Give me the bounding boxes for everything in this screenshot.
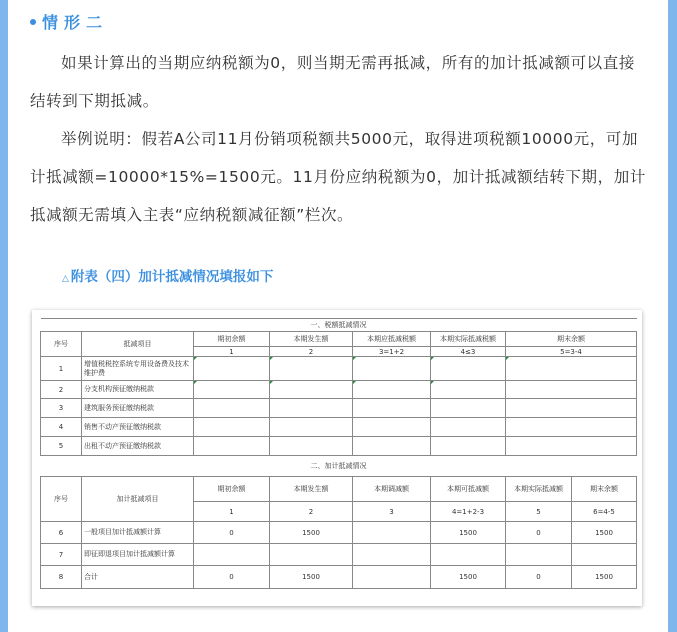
cell	[506, 357, 637, 381]
table1-formula: 5=3-4	[506, 347, 637, 357]
cell	[353, 399, 431, 418]
row-item: 销售不动产预征缴纳税款	[82, 418, 194, 437]
row-no: 1	[41, 357, 82, 381]
table-caption	[62, 265, 273, 285]
table1-header-closing: 期末余额	[506, 332, 637, 347]
cell	[270, 437, 353, 456]
paragraph-1: 如果计算出的当期应纳税额为0，则当期无需再抵减，所有的加计抵减额可以直接结转到下期抵减。	[30, 54, 635, 110]
table2-header-deductible: 本期可抵减额	[431, 477, 506, 502]
cell	[270, 418, 353, 437]
table1-formula: 4≤3	[431, 347, 506, 357]
table-row	[41, 381, 637, 399]
cell: 1500	[572, 522, 637, 544]
table-row	[41, 522, 637, 544]
cell: 0	[194, 522, 270, 544]
cell	[194, 418, 270, 437]
right-frame-border	[668, 0, 677, 632]
row-item: 分支机构预征缴纳税款	[82, 381, 194, 399]
table1-header-item: 抵减项目	[82, 332, 194, 357]
table2-formula: 4=1+2-3	[431, 502, 506, 522]
table-row	[41, 544, 637, 566]
table2-header-actual: 本期实际抵减额	[506, 477, 572, 502]
cell	[353, 522, 431, 544]
cell	[431, 357, 506, 381]
cell	[353, 437, 431, 456]
table1-header-no: 序号	[41, 332, 82, 357]
table-row	[41, 399, 637, 418]
table2-title: 二、加计抵减情况	[41, 456, 637, 477]
row-item: 出租不动产预征缴纳税款	[82, 437, 194, 456]
cell	[506, 437, 637, 456]
table-row	[41, 418, 637, 437]
table1-header-deductible: 本期应抵减税额	[353, 332, 431, 347]
row-item: 合计	[82, 566, 194, 589]
table1-formula: 3=1+2	[353, 347, 431, 357]
table1-title-row	[41, 319, 637, 332]
table1-header-actual: 本期实际抵减税额	[431, 332, 506, 347]
table-row	[41, 566, 637, 589]
table1-formula: 2	[270, 347, 353, 357]
cell	[353, 566, 431, 589]
triangle-icon: △	[62, 274, 69, 284]
table2-formula: 6=4-5	[572, 502, 637, 522]
cell	[194, 544, 270, 566]
cell	[353, 357, 431, 381]
table1-header-row	[41, 332, 637, 347]
cell	[270, 381, 353, 399]
cell	[194, 399, 270, 418]
row-item: 建筑服务预征缴纳税款	[82, 399, 194, 418]
cell: 0	[506, 522, 572, 544]
cell	[506, 418, 637, 437]
cell	[194, 381, 270, 399]
cell	[194, 437, 270, 456]
cell	[270, 544, 353, 566]
row-no: 6	[41, 522, 82, 544]
table-caption-text: 附表（四）加计抵减情况填报如下	[70, 269, 274, 285]
table-row	[41, 357, 637, 381]
table2-formula: 2	[270, 502, 353, 522]
cell	[431, 437, 506, 456]
bullet-dot-icon	[30, 19, 36, 25]
table2-header-opening: 期初余额	[194, 477, 270, 502]
cell	[353, 381, 431, 399]
cell	[506, 381, 637, 399]
row-no: 4	[41, 418, 82, 437]
table1-header-incurred: 本期发生额	[270, 332, 353, 347]
table1-formula: 1	[194, 347, 270, 357]
cell	[506, 399, 637, 418]
table2-header-incurred: 本期发生额	[270, 477, 353, 502]
cell	[431, 418, 506, 437]
table2-header-closing: 期末余额	[572, 477, 637, 502]
table2-header-reduced: 本期调减额	[353, 477, 431, 502]
cell	[506, 544, 572, 566]
cell	[270, 357, 353, 381]
table1-header-opening: 期初余额	[194, 332, 270, 347]
cell	[431, 399, 506, 418]
table2-formula: 1	[194, 502, 270, 522]
cell: 1500	[572, 566, 637, 589]
form-image	[32, 310, 642, 606]
left-frame-border	[0, 0, 8, 632]
cell: 1500	[431, 522, 506, 544]
table2-formula: 3	[353, 502, 431, 522]
cell	[194, 357, 270, 381]
row-no: 7	[41, 544, 82, 566]
table2-title-row	[41, 456, 637, 477]
paragraph-2: 举例说明：假若A公司11月份销项税额共5000元，取得进项税额10000元，可加计抵减额=10000*15%=1500元。11月份应纳税额为0，加计抵减额结转下期，加计抵减额无需填入主表“应纳税额减征额”栏次。	[30, 130, 646, 224]
table2-header-no: 序号	[41, 477, 82, 522]
table1-title: 一、税额抵减情况	[41, 319, 637, 332]
cell	[431, 381, 506, 399]
cell	[431, 544, 506, 566]
row-no: 3	[41, 399, 82, 418]
section-heading	[30, 10, 108, 33]
row-item: 增值税税控系统专用设备费及技术维护费	[82, 357, 194, 381]
table2-formula: 5	[506, 502, 572, 522]
row-no: 8	[41, 566, 82, 589]
row-item: 即征即退项目加计抵减额计算	[82, 544, 194, 566]
row-no: 5	[41, 437, 82, 456]
cell: 0	[194, 566, 270, 589]
cell	[572, 544, 637, 566]
cell: 1500	[270, 522, 353, 544]
cell	[353, 418, 431, 437]
cell: 1500	[270, 566, 353, 589]
row-no: 2	[41, 381, 82, 399]
table-row	[41, 437, 637, 456]
table2-header-item: 加计抵减项目	[82, 477, 194, 522]
table2-header-row	[41, 477, 637, 502]
cell: 0	[506, 566, 572, 589]
tax-deduction-table	[40, 318, 637, 589]
section-heading-text: 情形二	[42, 13, 109, 32]
cell	[270, 399, 353, 418]
cell: 1500	[431, 566, 506, 589]
row-item: 一般项目加计抵减额计算	[82, 522, 194, 544]
cell	[353, 544, 431, 566]
